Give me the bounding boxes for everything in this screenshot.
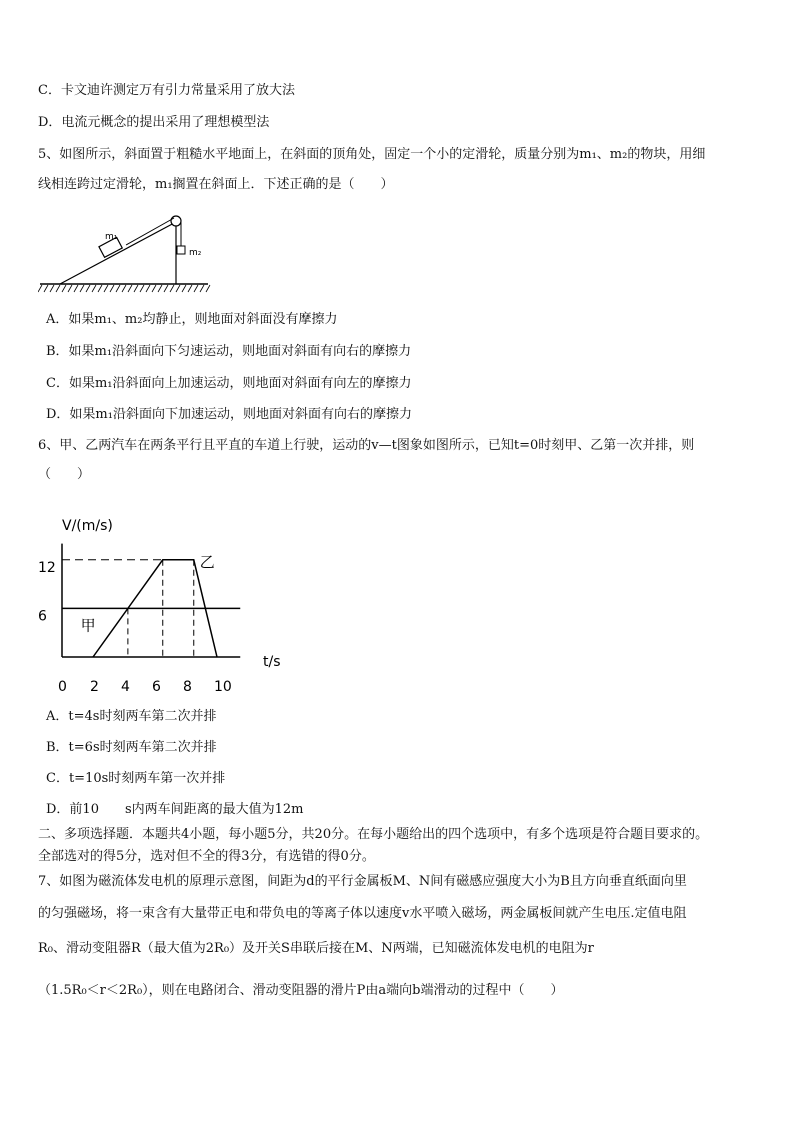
chart-xlabel: t/s [263, 654, 281, 670]
q5-option-d: D．如果m₁沿斜面向下加速运动，则地面对斜面有向右的摩擦力 [46, 407, 412, 422]
q6-vt-chart [34, 508, 304, 698]
y-tick-label: 12 [38, 559, 56, 576]
section2-line2: 全部选对的得5分，选对但不全的得3分，有选错的得0分。 [38, 849, 375, 864]
x-tick-label: 6 [152, 679, 161, 695]
x-tick-label: 8 [183, 679, 192, 695]
q7-line3: R₀、滑动变阻器R（最大值为2R₀）及开关S串联后接在M、N两端，已知磁流体发电机的电阻为r [38, 941, 594, 956]
x-tick-label: 2 [90, 679, 99, 695]
chart-ylabel: V/(m/s) [62, 518, 113, 534]
q6-stem-line2: （ ） [38, 467, 91, 482]
x-tick-label: 10 [214, 679, 232, 695]
q5-option-a: A．如果m₁、m₂均静止，则地面对斜面没有摩擦力 [46, 312, 338, 327]
m2-label: m₂ [189, 248, 202, 258]
x-tick-label: 0 [58, 679, 67, 695]
q6-option-d: D．前10 s内两车间距离的最大值为12m [46, 802, 304, 817]
q6-option-a: A．t=4s时刻两车第二次并排 [46, 709, 217, 724]
section2-line1: 二、多项选择题．本题共4小题，每小题5分，共20分。在每小题给出的四个选项中，有多个选项是符合题目要求的。 [38, 827, 709, 842]
q4-option-c: C．卡文迪许测定万有引力常量采用了放大法 [38, 83, 295, 98]
q5-option-b: B．如果m₁沿斜面向下匀速运动，则地面对斜面有向右的摩擦力 [46, 344, 412, 359]
q7-line1: 7、如图为磁流体发电机的原理示意图，间距为d的平行金属板M、N间有磁感应强度大小为B且方向垂直纸面向里 [38, 874, 687, 889]
q5-stem-line2: 线相连跨过定滑轮，m₁搁置在斜面上．下述正确的是（ ） [38, 177, 394, 192]
y-tick-label: 6 [38, 608, 47, 625]
m1-label: m₁ [105, 232, 118, 242]
q5-stem-line1: 5、如图所示，斜面置于粗糙水平地面上，在斜面的顶角处，固定一个小的定滑轮，质量分别为m₁、m₂的物块，用细 [38, 147, 706, 162]
series-label-jia: 甲 [80, 616, 96, 635]
q7-line4: （1.5R₀＜r＜2R₀），则在电路闭合、滑动变阻器的滑片P由a端向b端滑动的过程中（ ） [38, 983, 564, 998]
q6-option-b: B．t=6s时刻两车第二次并排 [46, 740, 217, 755]
q5-option-c: C．如果m₁沿斜面向上加速运动，则地面对斜面有向左的摩擦力 [46, 376, 412, 391]
x-tick-label: 4 [121, 679, 130, 695]
series-label-yi: 乙 [199, 552, 215, 571]
q6-option-c: C．t=10s时刻两车第一次并排 [46, 771, 226, 786]
q7-line2: 的匀强磁场，将一束含有大量带正电和带负电的等离子体以速度v水平喷入磁场，两金属板间就产生电压.定值电阻 [38, 906, 687, 921]
q4-option-d: D．电流元概念的提出采用了理想模型法 [38, 115, 270, 130]
q6-stem-line1: 6、甲、乙两汽车在两条平行且平直的车道上行驶，运动的v—t图象如图所示，已知t=0时刻甲、乙第一次并排，则 [38, 438, 695, 453]
q5-incline-figure [38, 208, 228, 294]
